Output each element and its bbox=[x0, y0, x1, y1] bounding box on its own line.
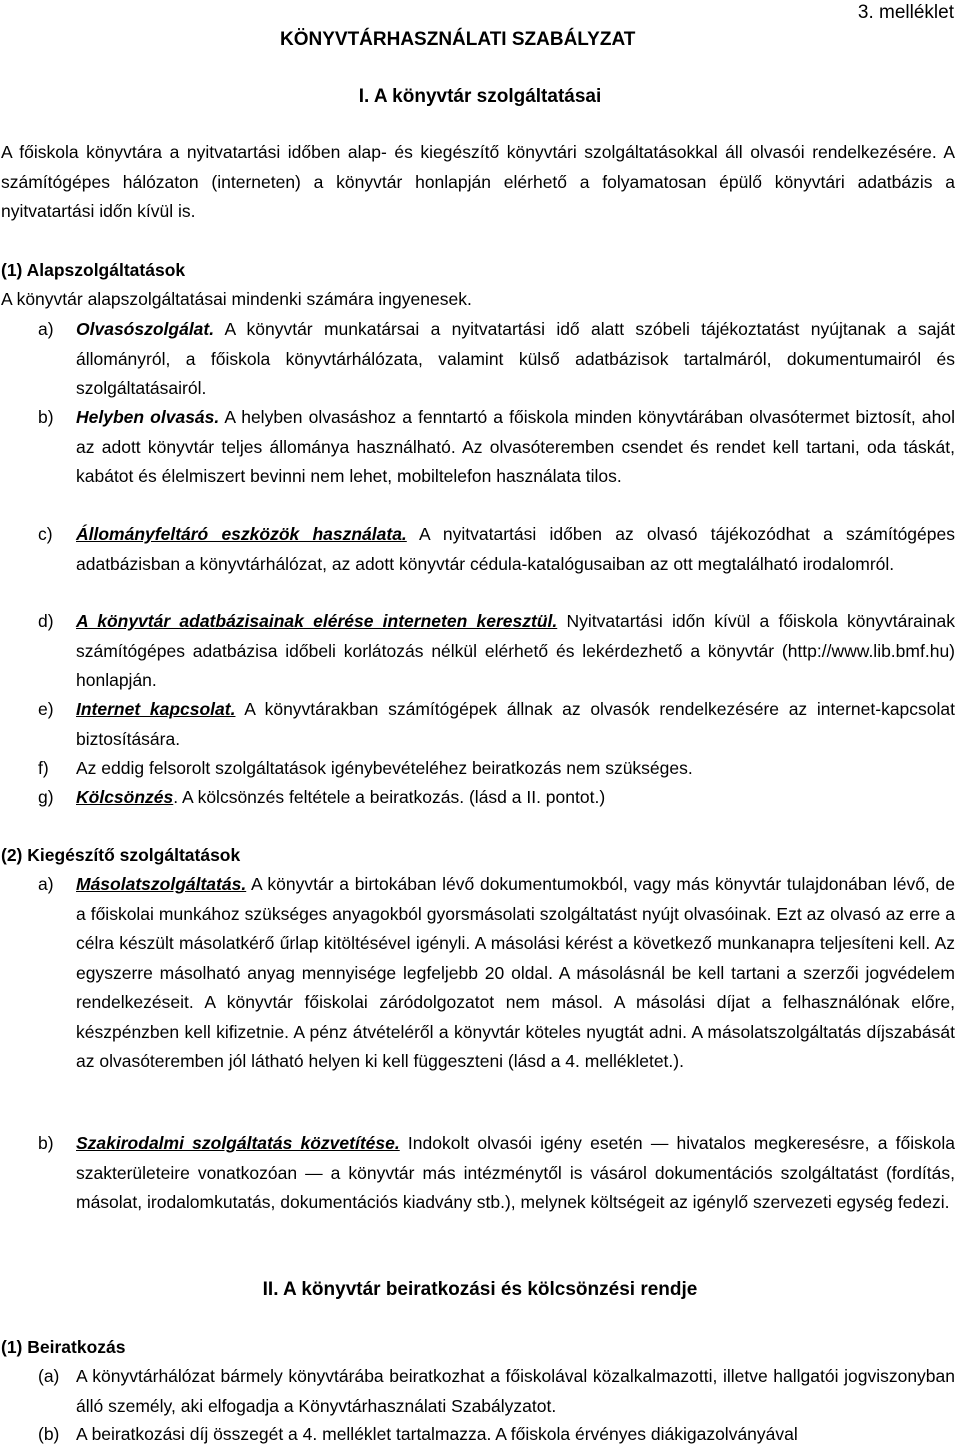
list-item-basic-a bbox=[1, 315, 955, 404]
list-item-basic-f bbox=[1, 754, 955, 784]
intro-text: A főiskola könyvtára a nyitvatartási időben alap- és kiegészítő könyvtári szolgáltatásokkal áll olvasói rendelkezésére. A számítógépes hálózaton (interneten) a könyvtár honlapján elérhető a folyamatosan épülő könyvtári adatbázis a nyitvatartási időn kívül is. bbox=[1, 142, 955, 221]
item-text bbox=[76, 520, 955, 579]
item-term: A könyvtár adatbázisainak elérése interneten keresztül. bbox=[76, 611, 558, 631]
item-term: Állományfeltáró eszközök használata. bbox=[76, 524, 407, 544]
item-body: Az eddig felsorolt szolgáltatások igénybevételéhez beiratkozás nem szükséges. bbox=[76, 758, 693, 778]
annex-label: 3. melléklet bbox=[857, 2, 954, 23]
item-label: (b) bbox=[38, 1424, 60, 1444]
basic-services-lead: A könyvtár alapszolgáltatásai mindenki számára ingyenesek. bbox=[1, 289, 472, 309]
item-text bbox=[76, 783, 955, 813]
item-text bbox=[76, 403, 955, 492]
list-item-extra-b bbox=[1, 1129, 955, 1218]
item-label: f) bbox=[38, 758, 49, 778]
list-item-enroll-a bbox=[1, 1362, 955, 1421]
item-body: A könyvtár a birtokában lévő dokumentumokból, vagy más könyvtár tulajdonában lévő, de a főiskolai munkához szükséges anyagokból gyorsmásolati szolgáltatást nyújt olvasóinak. Ezt az olvasó az erre a célra készült másolatkérő űrlap kitöltésével igényli. A másolási kérést a következő munkanapra teljesíteni kell. Az egyszerre másolható anyag mennyisége legfeljebb 20 oldal. A másolásnál be kell tartani a szerzői jogvédelem rendelkezéseit. A könyvtár főiskolai záródolgozatot nem másol. A másolási díjat a felhasználónak előre, készpénzben kell kifizetnie. A pénz átvételéről a könyvtár köteles nyugtát adni. A másolatszolgáltatás díjszabását az olvasóteremben jól látható helyen ki kell függeszteni (lásd a 4. mellékletet.). bbox=[76, 874, 955, 1071]
item-label: b) bbox=[38, 1133, 54, 1153]
item-label: d) bbox=[38, 611, 54, 631]
item-body: . A kölcsönzés feltétele a beiratkozás. (lásd a II. pontot.) bbox=[173, 787, 606, 807]
list-item-extra-a bbox=[1, 870, 955, 1077]
enroll-heading: (1) Beiratkozás bbox=[1, 1337, 126, 1357]
item-text bbox=[76, 870, 955, 1077]
section-1-heading: I. A könyvtár szolgáltatásai bbox=[358, 86, 602, 107]
item-term: Internet kapcsolat. bbox=[76, 699, 236, 719]
item-label: c) bbox=[38, 524, 53, 544]
item-label: e) bbox=[38, 699, 54, 719]
item-term: Olvasószolgálat. bbox=[76, 319, 215, 339]
item-term: Helyben olvasás. bbox=[76, 407, 220, 427]
item-body: A nyitvatartási időben az olvasó tájékozódhat a számítógépes adatbázisban a könyvtárhálózat, az adott könyvtár cédula-katalógusaiban az ott megtalálható irodalomról. bbox=[76, 524, 955, 574]
item-term: Kölcsönzés bbox=[76, 787, 174, 807]
intro-paragraph bbox=[1, 138, 955, 227]
list-item-basic-d bbox=[1, 607, 955, 696]
item-body: A könyvtárhálózat bármely könyvtárába beiratkozhat a főiskolával közalkalmazotti, illetve hallgatói jogviszonyban álló személy, aki elfogadja a Könyvtárhasználati Szabályzatot. bbox=[76, 1366, 955, 1416]
item-label: (a) bbox=[38, 1366, 60, 1386]
item-body: Indokolt olvasói igény esetén — hivatalos megkeresésre, a főiskola szakterületeire vonatkozóan — a könyvtár más intézménytől is vásárol dokumentációs szolgáltatást (fordítás, másolat, irodalomkutatás, dokumentációs kiadvány stb.), melynek költségeit az igénylő szervezeti egység fedezi. bbox=[76, 1133, 955, 1212]
basic-services-heading: (1) Alapszolgáltatások bbox=[1, 260, 186, 280]
document-title: KÖNYVTÁRHASZNÁLATI SZABÁLYZAT bbox=[280, 29, 636, 50]
item-body: A könyvtárakban számítógépek állnak az olvasók rendelkezésére az internet-kapcsolat biztosítására. bbox=[76, 699, 955, 749]
item-text bbox=[76, 695, 955, 754]
item-body: Nyitvatartási időn kívül a főiskola könyvtárainak számítógépes adatbázisa időbeli korlátozás nélkül elérhető és lekérdezhető a könyvtár (http://www.lib.bmf.hu) honlapján. bbox=[76, 611, 955, 690]
list-item-basic-b bbox=[1, 403, 955, 492]
item-text bbox=[76, 1420, 955, 1450]
item-text bbox=[76, 1362, 955, 1421]
item-text bbox=[76, 1129, 955, 1218]
section-2-heading: II. A könyvtár beiratkozási és kölcsönzési rendje bbox=[262, 1279, 698, 1300]
extra-services-heading: (2) Kiegészítő szolgáltatások bbox=[1, 845, 241, 865]
item-label: a) bbox=[38, 319, 54, 339]
item-text bbox=[76, 754, 955, 784]
item-term: Másolatszolgáltatás. bbox=[76, 874, 247, 894]
item-label: a) bbox=[38, 874, 54, 894]
item-label: b) bbox=[38, 407, 54, 427]
list-item-enroll-b bbox=[1, 1420, 955, 1450]
item-body: A helyben olvasáshoz a fenntartó a főiskola minden könyvtárában olvasótermet biztosít, ahol az adott könyvtár teljes állománya használható. Az olvasóteremben csendet és rendet kell tartani, oda táskát, kabátot és élelmiszert bevinni nem lehet, mobiltelefon használata tilos. bbox=[76, 407, 955, 486]
list-item-basic-e bbox=[1, 695, 955, 754]
list-item-basic-c bbox=[1, 520, 955, 579]
item-text bbox=[76, 607, 955, 696]
item-body: A beiratkozási díj összegét a 4. melléklet tartalmazza. A főiskola érvényes diákigazolványával bbox=[76, 1424, 798, 1444]
item-term: Szakirodalmi szolgáltatás közvetítése. bbox=[76, 1133, 400, 1153]
item-text bbox=[76, 315, 955, 404]
item-label: g) bbox=[38, 787, 54, 807]
item-body: A könyvtár munkatársai a nyitvatartási idő alatt szóbeli tájékoztatást nyújtanak a saját állományról, a főiskola könyvtárhálózata, valamint külső adatbázisok tartalmáról, dokumentumairól és szolgáltatásairól. bbox=[76, 319, 955, 398]
list-item-basic-g bbox=[1, 783, 955, 813]
